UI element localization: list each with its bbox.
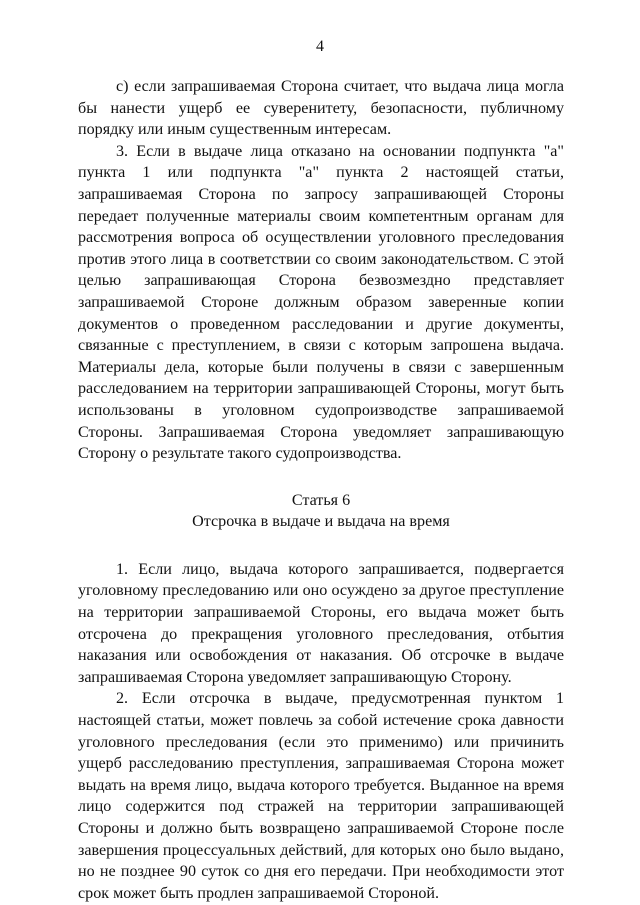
- article-heading: [78, 490, 564, 533]
- document-body: [78, 76, 564, 904]
- paragraph-1c: с) если запрашиваемая Сторона считает, что выдача лица могла бы нанести ущерб ее суверенитету, безопасности, публичному порядку или иным существенным интересам.: [78, 78, 564, 139]
- paragraph-3: 3. Если в выдаче лица отказано на основании подпункта "а" пункта 1 или подпункта "а" пункта 2 настоящей статьи, запрашиваемая Сторона по запросу запрашивающей Стороны передает полученные материалы своим компетентным органам для рассмотрения вопроса об осуществлении уголовного преследования против этого лица в соответствии со своим законодательством. С этой целью запрашивающая Сторона безвозмездно представляет запрашиваемой Стороне должным образом заверенные копии документов о проведенном расследовании и другие документы, связанные с преступлением, в связи с которым запрошена выдача. Материалы дела, которые были получены в связи с завершенным расследованием на территории запрашивающей Стороны, могут быть использованы в уголовном судопроизводстве запрашиваемой Стороны. Запрашиваемая Сторона уведомляет запрашивающую Сторону о результате такого судопроизводства.: [78, 142, 564, 463]
- article-title: Отсрочка в выдаче и выдача на время: [192, 513, 450, 531]
- paragraph-article6-2: 2. Если отсрочка в выдаче, предусмотренная пунктом 1 настоящей статьи, может повлечь за собой истечение срока давности уголовного преследования (если это применимо) или причинить ущерб расследованию преступления, запрашиваемая Сторона может выдать на время лицо, выдача которого требуется. Выданное на время лицо содержится под стражей на территории запрашивающей Стороны и должно быть возвращено запрашиваемой Стороне после завершения процессуальных действий, для которых оно было выдано, но не позднее 90 суток со дня его передачи. При необходимости этот срок может быть продлен запрашиваемой Стороной.: [78, 690, 564, 902]
- page-number: 4: [316, 38, 324, 55]
- paragraph-article6-1: 1. Если лицо, выдача которого запрашивается, подвергается уголовному преследованию или оно осуждено за другое преступление на территории запрашиваемой Стороны, его выдача может быть отсрочена до прекращения уголовного преследования, отбытия наказания или освобождения от наказания. Об отсрочке в выдаче запрашиваемая Сторона уведомляет запрашивающую Сторону.: [78, 560, 564, 686]
- article-number: Статья 6: [291, 491, 351, 509]
